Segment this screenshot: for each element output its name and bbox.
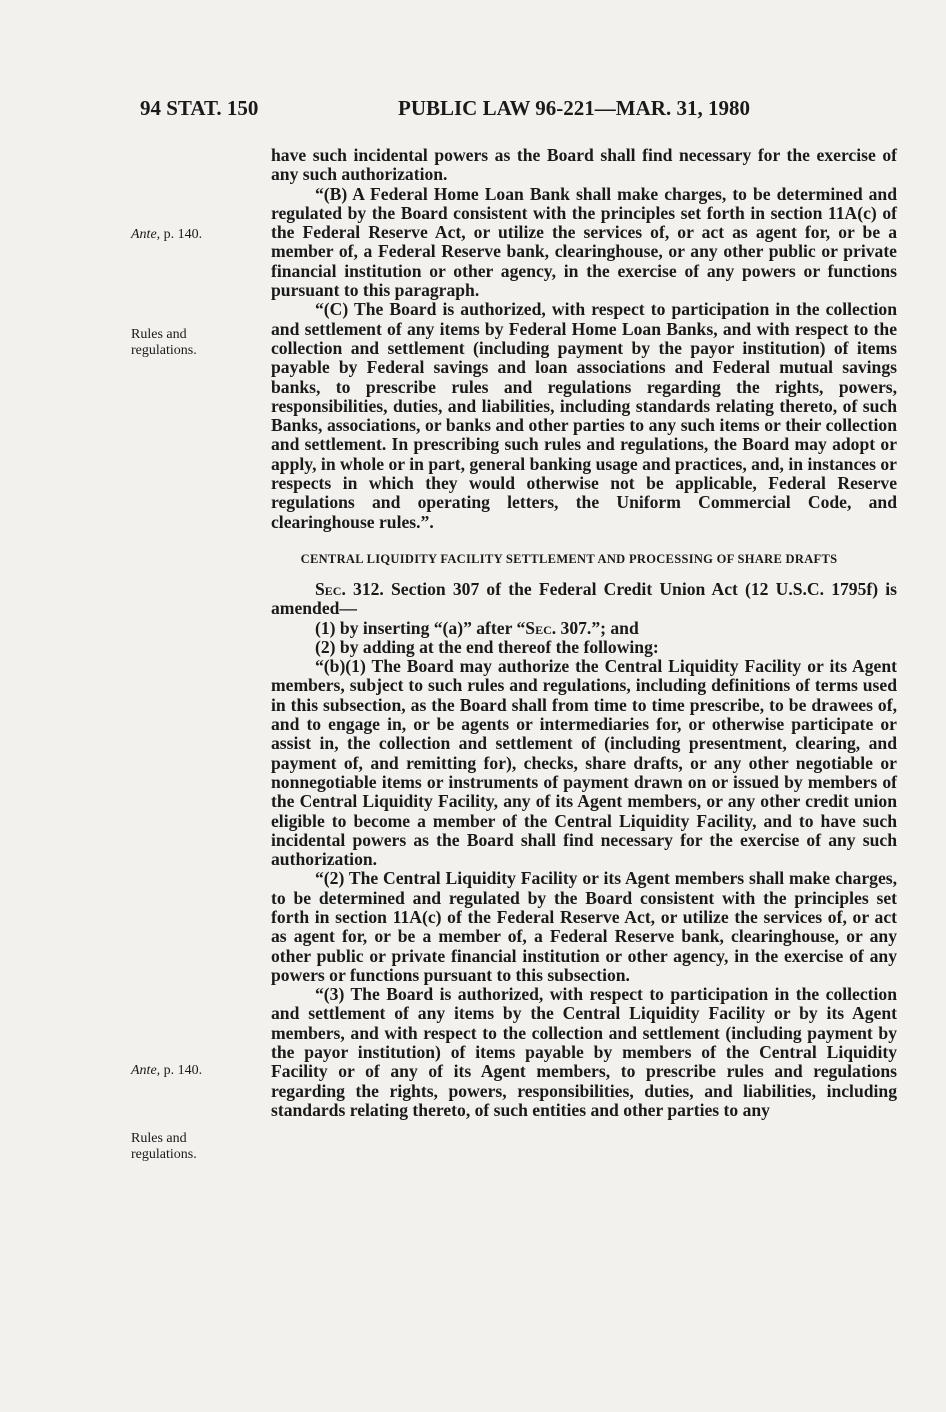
margin-note-rules-2	[131, 1131, 197, 1163]
section-text: 312. Section 307 of the Federal Credit Union Act (12 U.S.C. 1795f) is amended—	[271, 578, 897, 619]
paragraph: “(B) A Federal Home Loan Bank shall make charges, to be determined and regulated by the Board consistent with the principles set forth in section 11A(c) of the Federal Reserve Act, or utilize the services of, or act as agent for, or be a member of, a Federal Reserve bank, clearinghouse, or any other public or private financial institution or other agency, in the exercise of any powers or functions pursuant to this paragraph.	[271, 183, 897, 301]
page-header	[0, 96, 946, 130]
amendment-item-text: 307.”; and	[556, 617, 639, 638]
margin-note-line: regulations.	[131, 343, 197, 358]
section-heading: CENTRAL LIQUIDITY FACILITY SETTLEMENT AND PROCESSING OF SHARE DRAFTS	[300, 551, 838, 566]
margin-note-ante-page: p. 140.	[160, 1063, 203, 1078]
paragraph: have such incidental powers as the Board shall find necessary for the exercise of any such authorization.	[271, 145, 897, 185]
section-label: Sec.	[315, 578, 346, 599]
margin-note-rules-1	[131, 327, 197, 359]
margin-note-ante-page: p. 140.	[160, 227, 203, 242]
margin-note-line: Rules and	[131, 327, 187, 342]
margin-note-line: Rules and	[131, 1131, 187, 1146]
margin-note-ante-1	[131, 227, 202, 243]
amendment-item-sec: Sec.	[525, 617, 557, 638]
stat-reference: 94 STAT. 150	[140, 96, 259, 120]
body-text	[271, 146, 897, 1120]
amendment-item	[271, 619, 897, 638]
law-title: PUBLIC LAW 96-221—MAR. 31, 1980	[398, 96, 750, 120]
paragraph: “(2) The Central Liquidity Facility or its Agent members shall make charges, to be determined and regulated by the Board consistent with the principles set forth in section 11A(c) of the Federal Reserve Act, or utilize the services of, or act as agent for, or be a member of, a Federal Reserve bank, clearinghouse, or any other public or private financial institution or other agency, in the exercise of any powers or functions pursuant to this subsection.	[271, 868, 897, 985]
amendment-item: (2) by adding at the end thereof the following:	[315, 636, 659, 657]
margin-note-ante-italic: Ante,	[131, 1063, 161, 1078]
section-paragraph	[271, 580, 897, 619]
margin-note-line: regulations.	[131, 1147, 197, 1162]
paragraph: “(b)(1) The Board may authorize the Central Liquidity Facility or its Agent members, subject to such rules and regulations, including definitions of terms used in this subsection, as the Board shall from time to time prescribe, to be drawees of, and to engage in, or be agents or intermediaries for, or otherwise participate or assist in, the collection and settlement of (including presentment, clearing, and payment of, and remitting for), checks, share drafts, or any other negotiable or nonnegotiable items or instruments of payment drawn on or issued by members of the Central Liquidity Facility, any of its Agent members, or any other credit union eligible to become a member of the Central Liquidity Facility, and to have such incidental powers as the Board shall find necessary for the exercise of any such authorization.	[271, 656, 897, 870]
margin-note-ante-italic: Ante,	[131, 227, 161, 242]
margin-note-ante-2	[131, 1063, 202, 1079]
paragraph: “(3) The Board is authorized, with respect to participation in the collection and settlement of any items by the Central Liquidity Facility or by its Agent members, and with respect to the collection and settlement (including payment by the payor institution) of items payable by members of the Central Liquidity Facility or of any of its Agent members, to prescribe rules and regulations regarding the rights, powers, responsibilities, duties, and liabilities, including standards relating thereto, of such entities and other parties to any	[271, 984, 897, 1120]
paragraph: “(C) The Board is authorized, with respect to participation in the collection and settlement of any items by Federal Home Loan Banks, and with respect to the collection and settlement (including payment by the payor institution) of items payable by Federal savings and loan associations and Federal mutual savings banks, to prescribe rules and regulations regarding the rights, powers, responsibilities, duties, and liabilities, including standards relating thereto, of such Banks, associations, or banks and other parties to any such items or their collection and settlement. In prescribing such rules and regulations, the Board may adopt or apply, in whole or in part, general banking usage and practices, and, in instances or respects in which they would otherwise not be applicable, Federal Reserve regulations and operating letters, the Uniform Commercial Code, and clearinghouse rules.”.	[271, 299, 897, 532]
amendment-item-text: (1) by inserting “(a)” after “	[315, 617, 526, 638]
